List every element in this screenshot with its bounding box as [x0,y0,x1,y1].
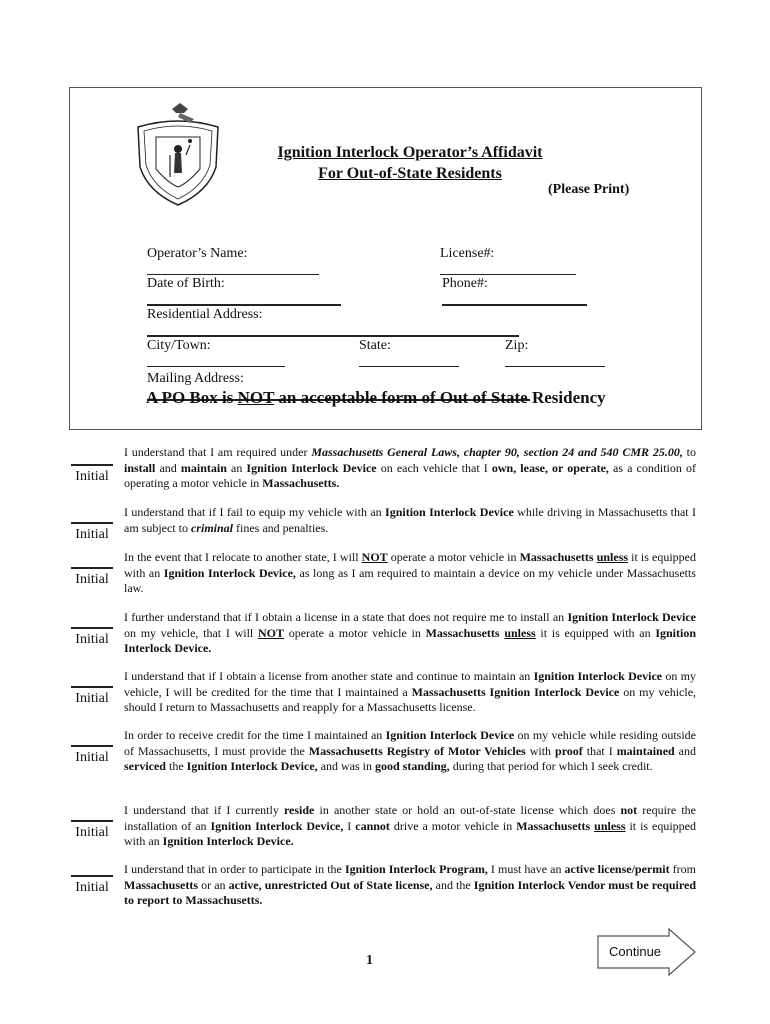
residential-address-label: Residential Address: [147,307,263,322]
po-box-notice [146,388,606,408]
please-print-note: (Please Print) [548,182,630,197]
initial-field-1[interactable]: Initial [71,464,113,485]
initial-field-5[interactable]: Initial [71,686,113,707]
initial-field-7[interactable]: Initial [71,820,113,841]
initial-field-6[interactable]: Initial [71,745,113,766]
affidavit-paragraph: In order to receive credit for the time I maintained an Ignition Interlock Device on my vehicle while residing outside of Massachusetts, I must provide the Massachusetts Registry of Motor Vehicles with proof that I maintained and serviced the Ignition Interlock Device, and was in good standing, during that period for which I seek credit. [124,728,697,773]
affidavit-paragraph: In the event that I relocate to another state, I will NOT operate a motor vehicle in Massachusetts unless it is equipped with an Ignition Interlock Device, as long as I am required to maintain a device on my vehicle under Massachusetts law. [124,550,697,595]
continue-label[interactable]: Continue [609,944,662,959]
initial-field-2[interactable]: Initial [71,522,113,543]
state-label: State: [359,338,391,353]
dob-label: Date of Birth: [147,276,225,291]
zip-label: Zip: [505,338,529,353]
mailing-address-label: Mailing Address: [147,371,244,386]
phone-label: Phone#: [442,276,488,291]
affidavit-paragraph: I understand that if I currently reside in another state or hold an out-of-state license which does not require the installation of an Ignition Interlock Device, I cannot drive a motor vehicle in Massachusetts unless it is equipped with an Ignition Interlock Device. [124,803,697,848]
city-label: City/Town: [147,338,211,353]
po-box-text-2: an acceptable form of Out of State Residency [274,388,606,407]
affidavit-paragraph: I further understand that if I obtain a license in a state that does not require me to install an Ignition Interlock Device on my vehicle, that I will NOT operate a motor vehicle in Massachusetts unless it is equipped with an Ignition Interlock Device. [124,610,697,655]
initial-field-8[interactable]: Initial [71,875,113,896]
license-label: License#: [440,246,495,261]
initial-field-3[interactable]: Initial [71,567,113,588]
affidavit-paragraph: I understand that in order to participate in the Ignition Interlock Program, I must have an active license/permit from Massachusetts or an active, unrestricted Out of State license, and the Ignition Interlock Vendor must be required to report to Massachusetts. [124,862,696,907]
form-title-line2: For Out-of-State Residents [318,165,502,182]
initial-field-4[interactable]: Initial [71,627,113,648]
page-number: 1 [366,953,373,968]
affidavit-paragraph: I understand that if I fail to equip my vehicle with an Ignition Interlock Device while driving in Massachusetts that I am subject to criminal fines and penalties. [124,505,696,535]
affidavit-paragraph: I understand that I am required under Massachusetts General Laws, chapter 90, section 24 and 540 CMR 25.00, to install and maintain an Ignition Interlock Device on each vehicle that I own, lease, or operate, as a condition of operating a motor vehicle in Massachusetts. [124,445,696,490]
affidavit-paragraph: I understand that if I obtain a license from another state and continue to maintain an Ignition Interlock Device on my vehicle, I will be credited for the time that I maintained a Massachusetts Ignition Interlock Device on my vehicle, should I return to Massachusetts and reapply for a Massachusetts license. [124,669,697,714]
po-box-not: NOT [237,388,275,407]
form-title-line1: Ignition Interlock Operator’s Affidavit [277,144,543,161]
operator-name-label: Operator’s Name: [147,246,248,261]
po-box-text-1: A PO Box is [146,388,238,407]
